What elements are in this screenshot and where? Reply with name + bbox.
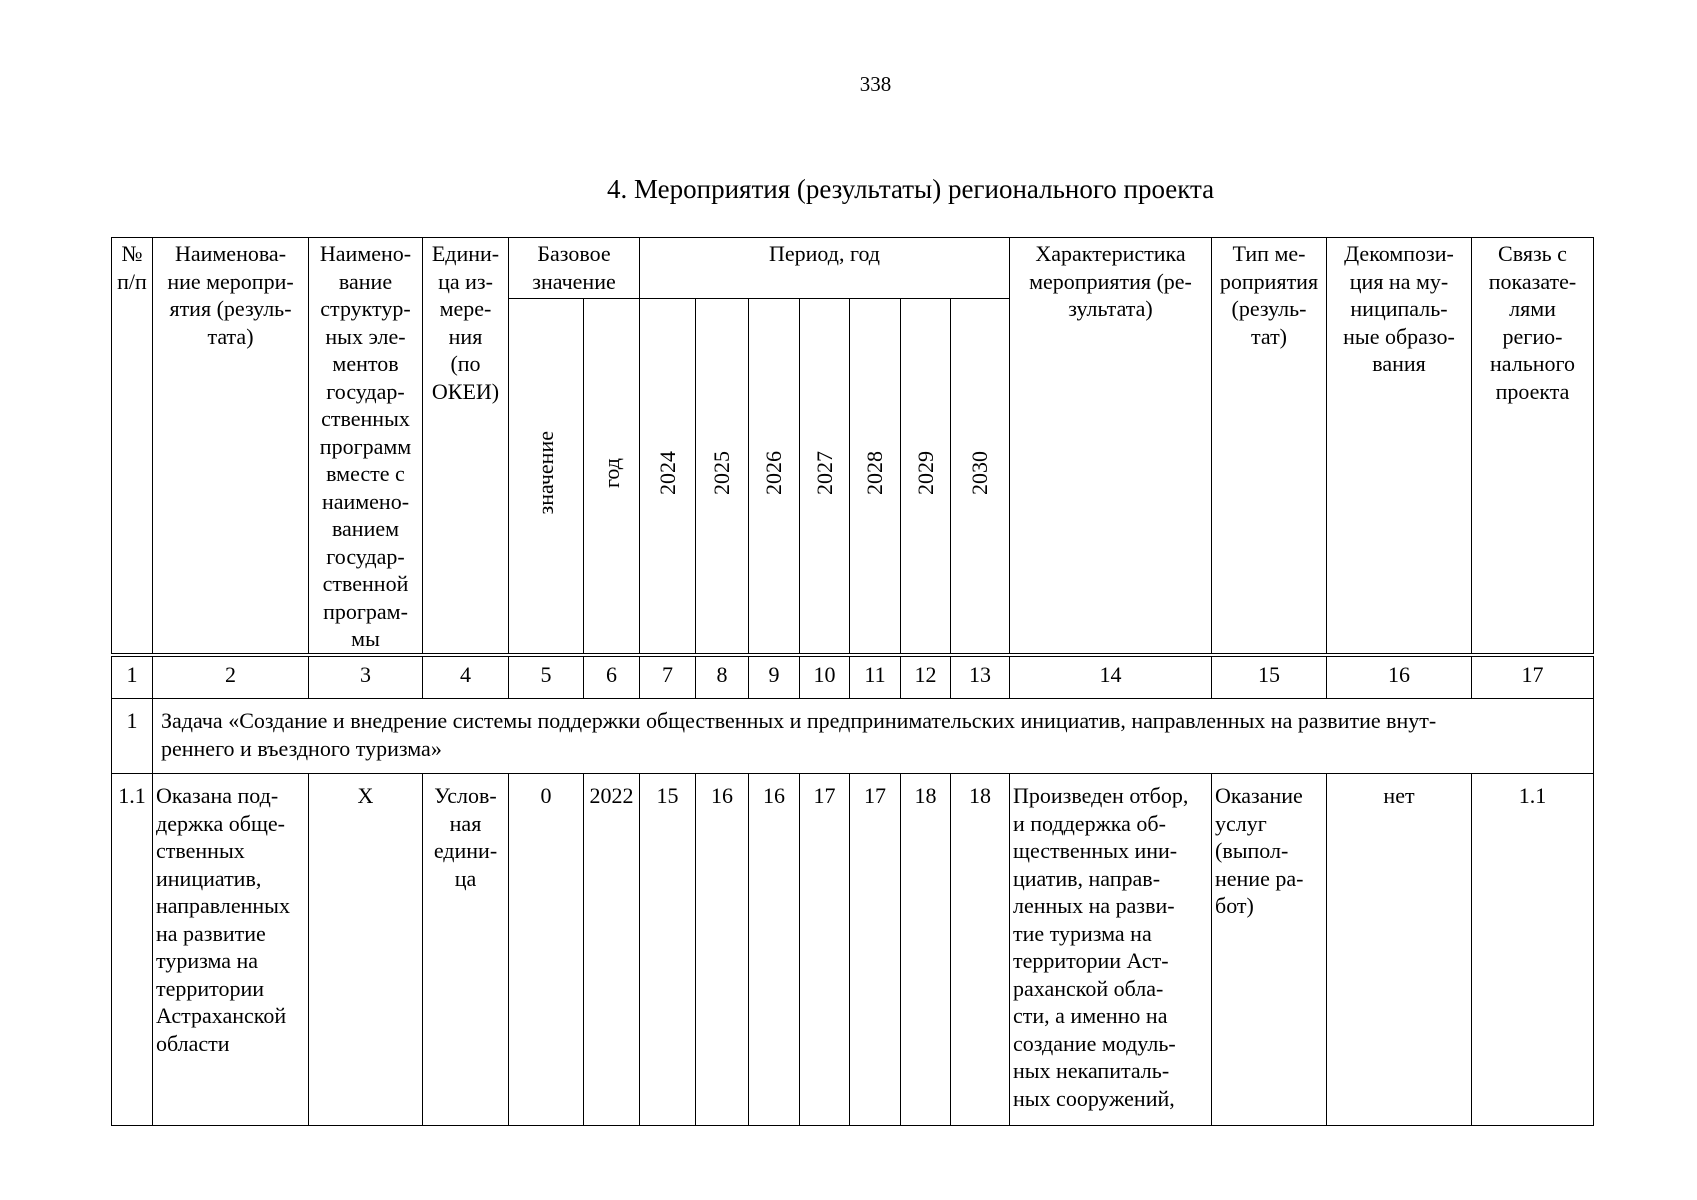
column-number: 2 bbox=[153, 657, 309, 699]
header-measure-name: Наименова- ние меропри- ятия (резуль- тата) bbox=[153, 238, 309, 654]
header-num: № п/п bbox=[112, 238, 153, 654]
header-year-2029: 2029 bbox=[901, 299, 951, 654]
column-number: 7 bbox=[640, 657, 696, 699]
header-structural-elements: Наимено- вание структур- ных эле- ментов государ- ственных программ вместе с наимено- ванием государ- ственной програм- мы bbox=[309, 238, 423, 654]
row-value-2027: 17 bbox=[800, 774, 850, 1126]
row-value-2025: 16 bbox=[696, 774, 749, 1126]
column-number: 16 bbox=[1327, 657, 1472, 699]
column-number: 4 bbox=[423, 657, 509, 699]
row-value-2029: 18 bbox=[901, 774, 951, 1126]
header-period: Период, год bbox=[640, 238, 1010, 299]
header-year-2025: 2025 bbox=[696, 299, 749, 654]
header-row-1 bbox=[112, 238, 1594, 299]
header-year-2030: 2030 bbox=[951, 299, 1010, 654]
header-link: Связь с показате- лями регио- нального проекта bbox=[1472, 238, 1594, 654]
task-text: Задача «Создание и внедрение системы поддержки общественных и предпринимательских инициатив, направленных на развитие внут- реннего и въездного туризма» bbox=[153, 699, 1594, 774]
header-base-value: значение bbox=[509, 299, 584, 654]
column-number: 5 bbox=[509, 657, 584, 699]
header-decomposition: Декомпози- ция на му- ниципаль- ные образо- вания bbox=[1327, 238, 1472, 654]
section-title: 4. Мероприятия (результаты) регионального проекта bbox=[607, 174, 1215, 204]
page-number: 338 bbox=[859, 72, 892, 96]
header-type: Тип ме- роприятия (резуль- тат) bbox=[1212, 238, 1327, 654]
column-number-row bbox=[112, 657, 1594, 699]
row-value-2024: 15 bbox=[640, 774, 696, 1126]
row-value-2030: 18 bbox=[951, 774, 1010, 1126]
task-number: 1 bbox=[112, 699, 153, 774]
column-number: 6 bbox=[584, 657, 640, 699]
row-value-2026: 16 bbox=[749, 774, 800, 1126]
header-year-2028: 2028 bbox=[850, 299, 901, 654]
column-number: 15 bbox=[1212, 657, 1327, 699]
task-row bbox=[112, 699, 1594, 774]
row-measure-name: Оказана под- держка обще- ственных инициатив, направленных на развитие туризма на территории Астраханской области bbox=[153, 774, 309, 1126]
row-number: 1.1 bbox=[112, 774, 153, 1126]
row-base-year: 2022 bbox=[584, 774, 640, 1126]
row-type: Оказание услуг (выпол- нение ра- бот) bbox=[1212, 774, 1327, 1126]
column-number: 13 bbox=[951, 657, 1010, 699]
column-number: 3 bbox=[309, 657, 423, 699]
column-number: 10 bbox=[800, 657, 850, 699]
row-unit: Услов- ная едини- ца bbox=[423, 774, 509, 1126]
column-number: 9 bbox=[749, 657, 800, 699]
column-number: 1 bbox=[112, 657, 153, 699]
column-number: 11 bbox=[850, 657, 901, 699]
column-number: 12 bbox=[901, 657, 951, 699]
row-link: 1.1 bbox=[1472, 774, 1594, 1126]
header-year-2026: 2026 bbox=[749, 299, 800, 654]
measures-table bbox=[111, 237, 1594, 1126]
header-characteristic: Характеристика мероприятия (ре- зультата) bbox=[1010, 238, 1212, 654]
table-row bbox=[112, 774, 1594, 1126]
header-base-year: год bbox=[584, 299, 640, 654]
header-year-2024: 2024 bbox=[640, 299, 696, 654]
row-characteristic: Произведен отбор, и поддержка об- щественных ини- циатив, направ- ленных на разви- тие туризма на территории Аст- раханской обла- сти, а именно на создание модуль- ных некапиталь- ных сооружений, bbox=[1010, 774, 1212, 1126]
row-decomposition: нет bbox=[1327, 774, 1472, 1126]
row-value-2028: 17 bbox=[850, 774, 901, 1126]
header-unit: Едини- ца из- мере- ния (по ОКЕИ) bbox=[423, 238, 509, 654]
header-year-2027: 2027 bbox=[800, 299, 850, 654]
column-number: 14 bbox=[1010, 657, 1212, 699]
column-number: 17 bbox=[1472, 657, 1594, 699]
row-structural-element: Х bbox=[309, 774, 423, 1126]
header-base: Базовое значение bbox=[509, 238, 640, 299]
column-number: 8 bbox=[696, 657, 749, 699]
row-base-value: 0 bbox=[509, 774, 584, 1126]
